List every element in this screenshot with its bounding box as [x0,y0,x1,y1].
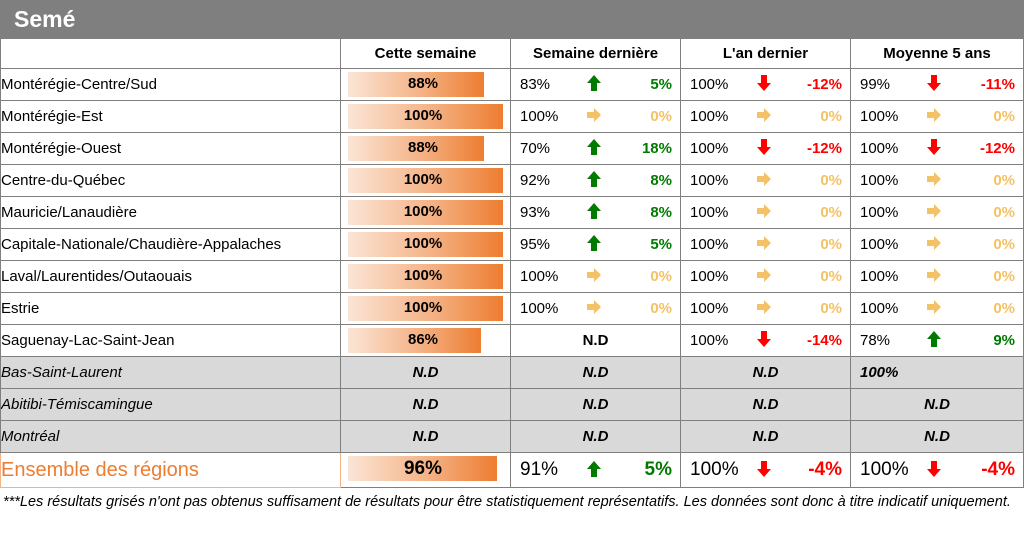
results-table [0,38,1024,488]
change-value: 9% [993,332,1015,349]
change-value: 0% [820,204,842,221]
arrow-right-icon [756,106,772,124]
cette-semaine-cell [341,293,511,325]
change-value: 0% [993,172,1015,189]
region-name: Capitale-Nationale/Chaudière-Appalaches [1,229,341,261]
table-row [1,229,1024,261]
ad-nd: N.D [681,357,851,389]
header-region [1,39,341,69]
ad-cell [681,453,851,488]
previous-value: 70% [520,140,551,157]
arrow-right-icon [586,106,602,124]
bar-value-label: 100% [403,267,443,284]
change-value: 5% [644,459,672,480]
header-moyenne-5-ans: Moyenne 5 ans [851,39,1024,69]
previous-value: 100% [860,236,899,253]
bar-value-label: 100% [403,203,443,220]
bar-value-label: 100% [403,235,443,252]
table-row [1,69,1024,101]
previous-value: 91% [520,459,559,480]
cette-semaine-cell [341,101,511,133]
arrow-down-icon [926,460,942,478]
arrow-right-icon [756,298,772,316]
ad-cell [681,101,851,133]
bar-value-label: 88% [407,75,439,92]
region-name: Montérégie-Est [1,101,341,133]
ad-cell [681,69,851,101]
change-value: 0% [820,268,842,285]
change-value: 5% [650,76,672,93]
arrow-right-icon [926,106,942,124]
arrow-down-icon [756,138,772,156]
arrow-right-icon [926,266,942,284]
change-value: 0% [993,204,1015,221]
previous-value: 100% [520,108,559,125]
m5-nd: N.D [851,389,1024,421]
cette-semaine-cell [341,229,511,261]
previous-value: 100% [520,300,559,317]
previous-value: 100% [860,108,899,125]
arrow-right-icon [756,170,772,188]
region-name: Laval/Laurentides/Outaouais [1,261,341,293]
arrow-up-icon [586,202,602,220]
sd-nd: N.D [511,421,681,453]
ad-cell [681,325,851,357]
ad-cell [681,229,851,261]
change-value: 0% [820,108,842,125]
sd-cell [511,453,681,488]
bar-value-label: 86% [407,331,439,348]
sd-nd: N.D [511,389,681,421]
change-value: -12% [806,140,842,157]
previous-value: 100% [690,300,729,317]
bar-value-label: 100% [403,107,443,124]
ad-cell [681,261,851,293]
arrow-right-icon [756,202,772,220]
m5-cell [851,229,1024,261]
cette-semaine-nd: N.D [341,421,511,453]
arrow-up-icon [586,170,602,188]
region-name: Montréal [1,421,341,453]
arrow-down-icon [926,138,942,156]
bar-value-label: 100% [403,171,443,188]
previous-value: 95% [520,236,551,253]
arrow-up-icon [586,234,602,252]
cette-semaine-cell [341,69,511,101]
cette-semaine-cell [341,165,511,197]
arrow-down-icon [756,330,772,348]
region-name: Centre-du-Québec [1,165,341,197]
arrow-right-icon [926,298,942,316]
table-row [1,389,1024,421]
previous-value: 100% [690,268,729,285]
cette-semaine-nd: N.D [341,389,511,421]
previous-value: 100% [690,108,729,125]
table-row [1,357,1024,389]
sd-cell [511,197,681,229]
change-value: 0% [650,108,672,125]
cette-semaine-cell [341,133,511,165]
m5-cell [851,69,1024,101]
change-value: 0% [820,172,842,189]
change-value: -4% [981,459,1015,480]
ad-cell [681,197,851,229]
m5-cell [851,197,1024,229]
header-cette-semaine: Cette semaine [341,39,511,69]
table-row [1,261,1024,293]
ad-cell [681,133,851,165]
previous-value: 100% [690,172,729,189]
change-value: -12% [979,140,1015,157]
arrow-right-icon [926,234,942,252]
change-value: -14% [806,332,842,349]
arrow-right-icon [586,266,602,284]
previous-value: 78% [860,332,891,349]
previous-value: 100% [520,268,559,285]
cette-semaine-nd: N.D [341,357,511,389]
m5-cell [851,357,1024,389]
previous-value: 100% [860,364,899,381]
previous-value: 93% [520,204,551,221]
sd-cell [511,261,681,293]
previous-value: 92% [520,172,551,189]
region-name: Abitibi-Témiscamingue [1,389,341,421]
change-value: 0% [650,300,672,317]
sd-cell [511,293,681,325]
arrow-up-icon [926,330,942,348]
ad-cell [681,165,851,197]
change-value: 18% [641,140,672,157]
sd-nd: N.D [511,325,681,357]
arrow-up-icon [586,138,602,156]
sd-cell [511,133,681,165]
bar-value-label: 88% [407,139,439,156]
region-name: Montérégie-Centre/Sud [1,69,341,101]
arrow-right-icon [926,170,942,188]
arrow-down-icon [926,74,942,92]
title-bar [0,0,1024,38]
table-row [1,101,1024,133]
sd-cell [511,165,681,197]
arrow-right-icon [586,298,602,316]
m5-cell [851,133,1024,165]
bar-value-label: 100% [403,299,443,316]
change-value: 0% [993,300,1015,317]
previous-value: 100% [690,76,729,93]
table-row [1,133,1024,165]
region-name: Estrie [1,293,341,325]
previous-value: 100% [690,332,729,349]
previous-value: 100% [690,140,729,157]
previous-value: 83% [520,76,551,93]
change-value: 0% [650,268,672,285]
cette-semaine-cell [341,197,511,229]
previous-value: 100% [860,459,909,480]
arrow-up-icon [586,74,602,92]
change-value: -12% [806,76,842,93]
change-value: -4% [808,459,842,480]
sd-cell [511,229,681,261]
previous-value: 100% [690,236,729,253]
previous-value: 100% [860,204,899,221]
sd-cell [511,69,681,101]
m5-cell [851,453,1024,488]
change-value: 0% [820,300,842,317]
footnote: ***Les résultats grisés n'ont pas obtenus suffisament de résultats pour être statistiquement représentatifs. Les données sont donc à titre indicatif uniquement. [3,494,1011,510]
region-name: Montérégie-Ouest [1,133,341,165]
header-an-dernier: L'an dernier [681,39,851,69]
arrow-down-icon [756,460,772,478]
m5-cell [851,165,1024,197]
cette-semaine-cell [341,325,511,357]
m5-cell [851,261,1024,293]
arrow-right-icon [926,202,942,220]
m5-cell [851,325,1024,357]
cette-semaine-cell [341,261,511,293]
arrow-up-icon [586,460,602,478]
cette-semaine-cell [341,453,511,488]
change-value: 0% [820,236,842,253]
m5-cell [851,293,1024,325]
table-row [1,325,1024,357]
previous-value: 100% [860,172,899,189]
change-value: 0% [993,236,1015,253]
region-name: Saguenay-Lac-Saint-Jean [1,325,341,357]
bar-value-label: 96% [403,458,443,479]
change-value: -11% [980,76,1015,93]
region-name: Bas-Saint-Laurent [1,357,341,389]
header-row [1,39,1024,69]
arrow-down-icon [756,74,772,92]
region-name: Mauricie/Lanaudière [1,197,341,229]
arrow-right-icon [756,234,772,252]
ad-nd: N.D [681,421,851,453]
previous-value: 99% [860,76,891,93]
total-row [1,453,1024,488]
change-value: 0% [993,108,1015,125]
change-value: 5% [650,236,672,253]
table-row [1,165,1024,197]
header-semaine-derniere: Semaine dernière [511,39,681,69]
table-row [1,421,1024,453]
change-value: 8% [650,204,672,221]
table-row [1,197,1024,229]
ad-cell [681,293,851,325]
previous-value: 100% [860,300,899,317]
previous-value: 100% [690,459,739,480]
previous-value: 100% [860,268,899,285]
previous-value: 100% [860,140,899,157]
sd-nd: N.D [511,357,681,389]
change-value: 0% [993,268,1015,285]
change-value: 8% [650,172,672,189]
arrow-right-icon [756,266,772,284]
previous-value: 100% [690,204,729,221]
page-title: Semé [14,6,76,32]
m5-nd: N.D [851,421,1024,453]
sd-cell [511,101,681,133]
m5-cell [851,101,1024,133]
region-name: Ensemble des régions [1,453,341,488]
table-row [1,293,1024,325]
ad-nd: N.D [681,389,851,421]
